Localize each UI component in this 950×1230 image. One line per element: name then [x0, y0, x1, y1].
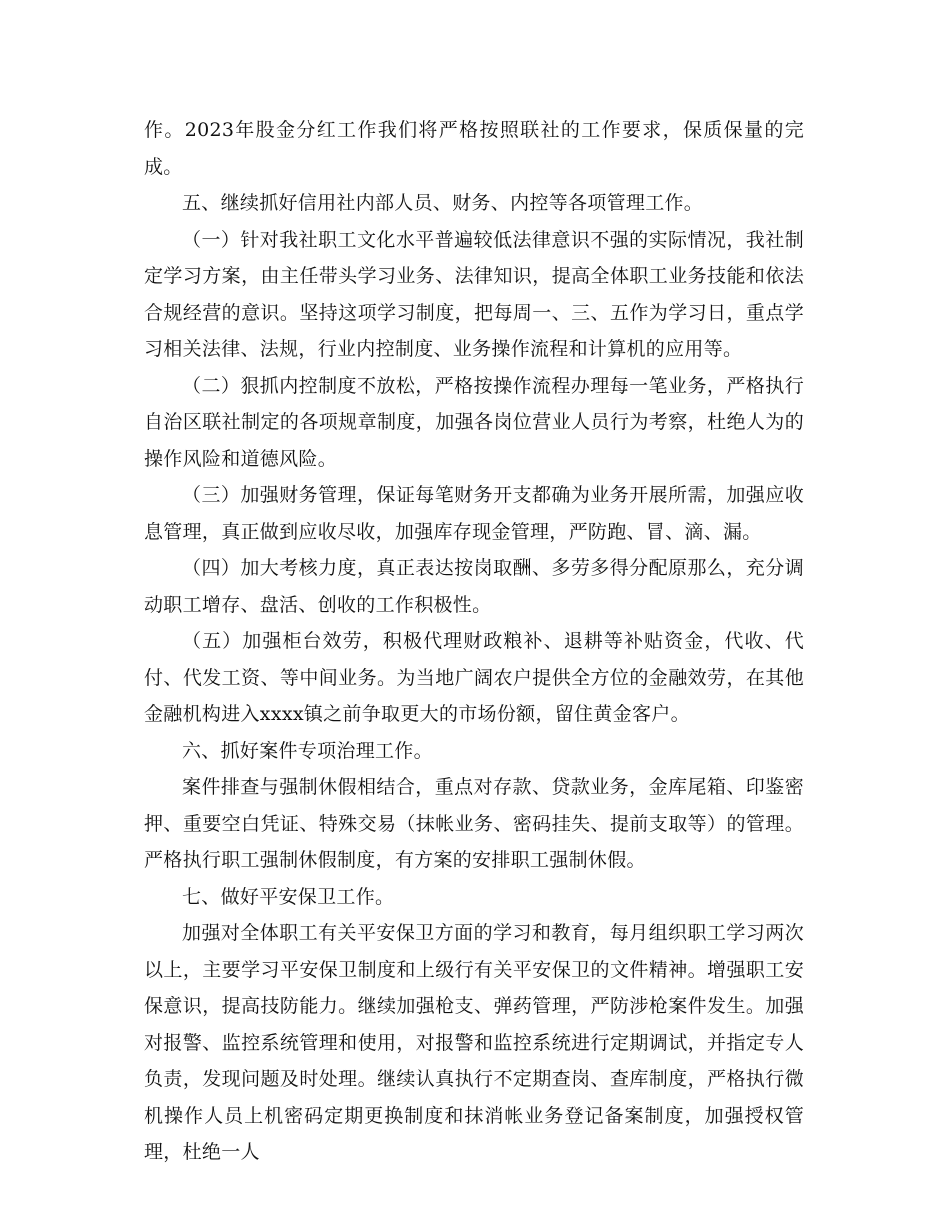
section-heading-7: 七、做好平安保卫工作。 — [182, 885, 395, 908]
paragraph-security: 加强对全体职工有关平安保卫方面的学习和教育，每月组织职工学习两次以上，主要学习平安保卫制度和上级行有关平安保卫的文件精神。增强职工安保意识，提高技防能力。继续加强枪支、弹药管理，严防涉枪案件发生。加强对报警、监控系统管理和使用，对报警和监控系统进行定期调试，并指定专人负责，发现问题及时处理。继续认真执行不定期查岗、查库制度，严格执行微机操作人员上机密码定期更换制度和抹消帐业务登记备案制度，加强授权管理，杜绝一人 — [144, 922, 804, 1163]
section-heading-6: 六、抓好案件专项治理工作。 — [182, 739, 433, 762]
paragraph-item-2: （二）狠抓内控制度不放松，严格按操作流程办理每一笔业务，严格执行自治区联社制定的各项规章制度，加强各岗位营业人员行为考察，杜绝人为的操作风险和道德风险。 — [144, 374, 804, 470]
document-body — [144, 112, 804, 1171]
section-heading-5: 五、继续抓好信用社内部人员、财务、内控等各项管理工作。 — [182, 192, 704, 214]
paragraph-continuation: 作。2023年股金分红工作我们将严格按照联社的工作要求，保质保量的完成。 — [144, 119, 804, 178]
paragraph-item-4: （四）加大考核力度，真正表达按岗取酬、多劳多得分配原那么，充分调动职工增存、盘活、创收的工作积极性。 — [144, 557, 804, 616]
paragraph-case-management: 案件排查与强制休假相结合，重点对存款、贷款业务，金库尾箱、印鉴密押、重要空白凭证、特殊交易（抹帐业务、密码挂失、提前支取等）的管理。严格执行职工强制休假制度，有方案的安排职工强制休假。 — [144, 776, 804, 871]
paragraph-item-1: （一）针对我社职工文化水平普遍较低法律意识不强的实际情况，我社制定学习方案，由主任带头学习业务、法律知识，提高全体职工业务技能和依法合规经营的意识。坚持这项学习制度，把每周一、三、五作为学习日，重点学习相关法律、法规，行业内控制度、业务操作流程和计算机的应用等。 — [144, 228, 804, 360]
paragraph-item-5: （五）加强柜台效劳，积极代理财政粮补、退耕等补贴资金，代收、代付、代发工资、等中间业务。为当地广阔农户提供全方位的金融效劳，在其他金融机构进入xxxx镇之前争取更大的市场份额，留住黄金客户。 — [144, 630, 804, 725]
paragraph-item-3: （三）加强财务管理，保证每笔财务开支都确为业务开展所需，加强应收息管理，真正做到应收尽收，加强库存现金管理，严防跑、冒、滴、漏。 — [144, 484, 804, 543]
